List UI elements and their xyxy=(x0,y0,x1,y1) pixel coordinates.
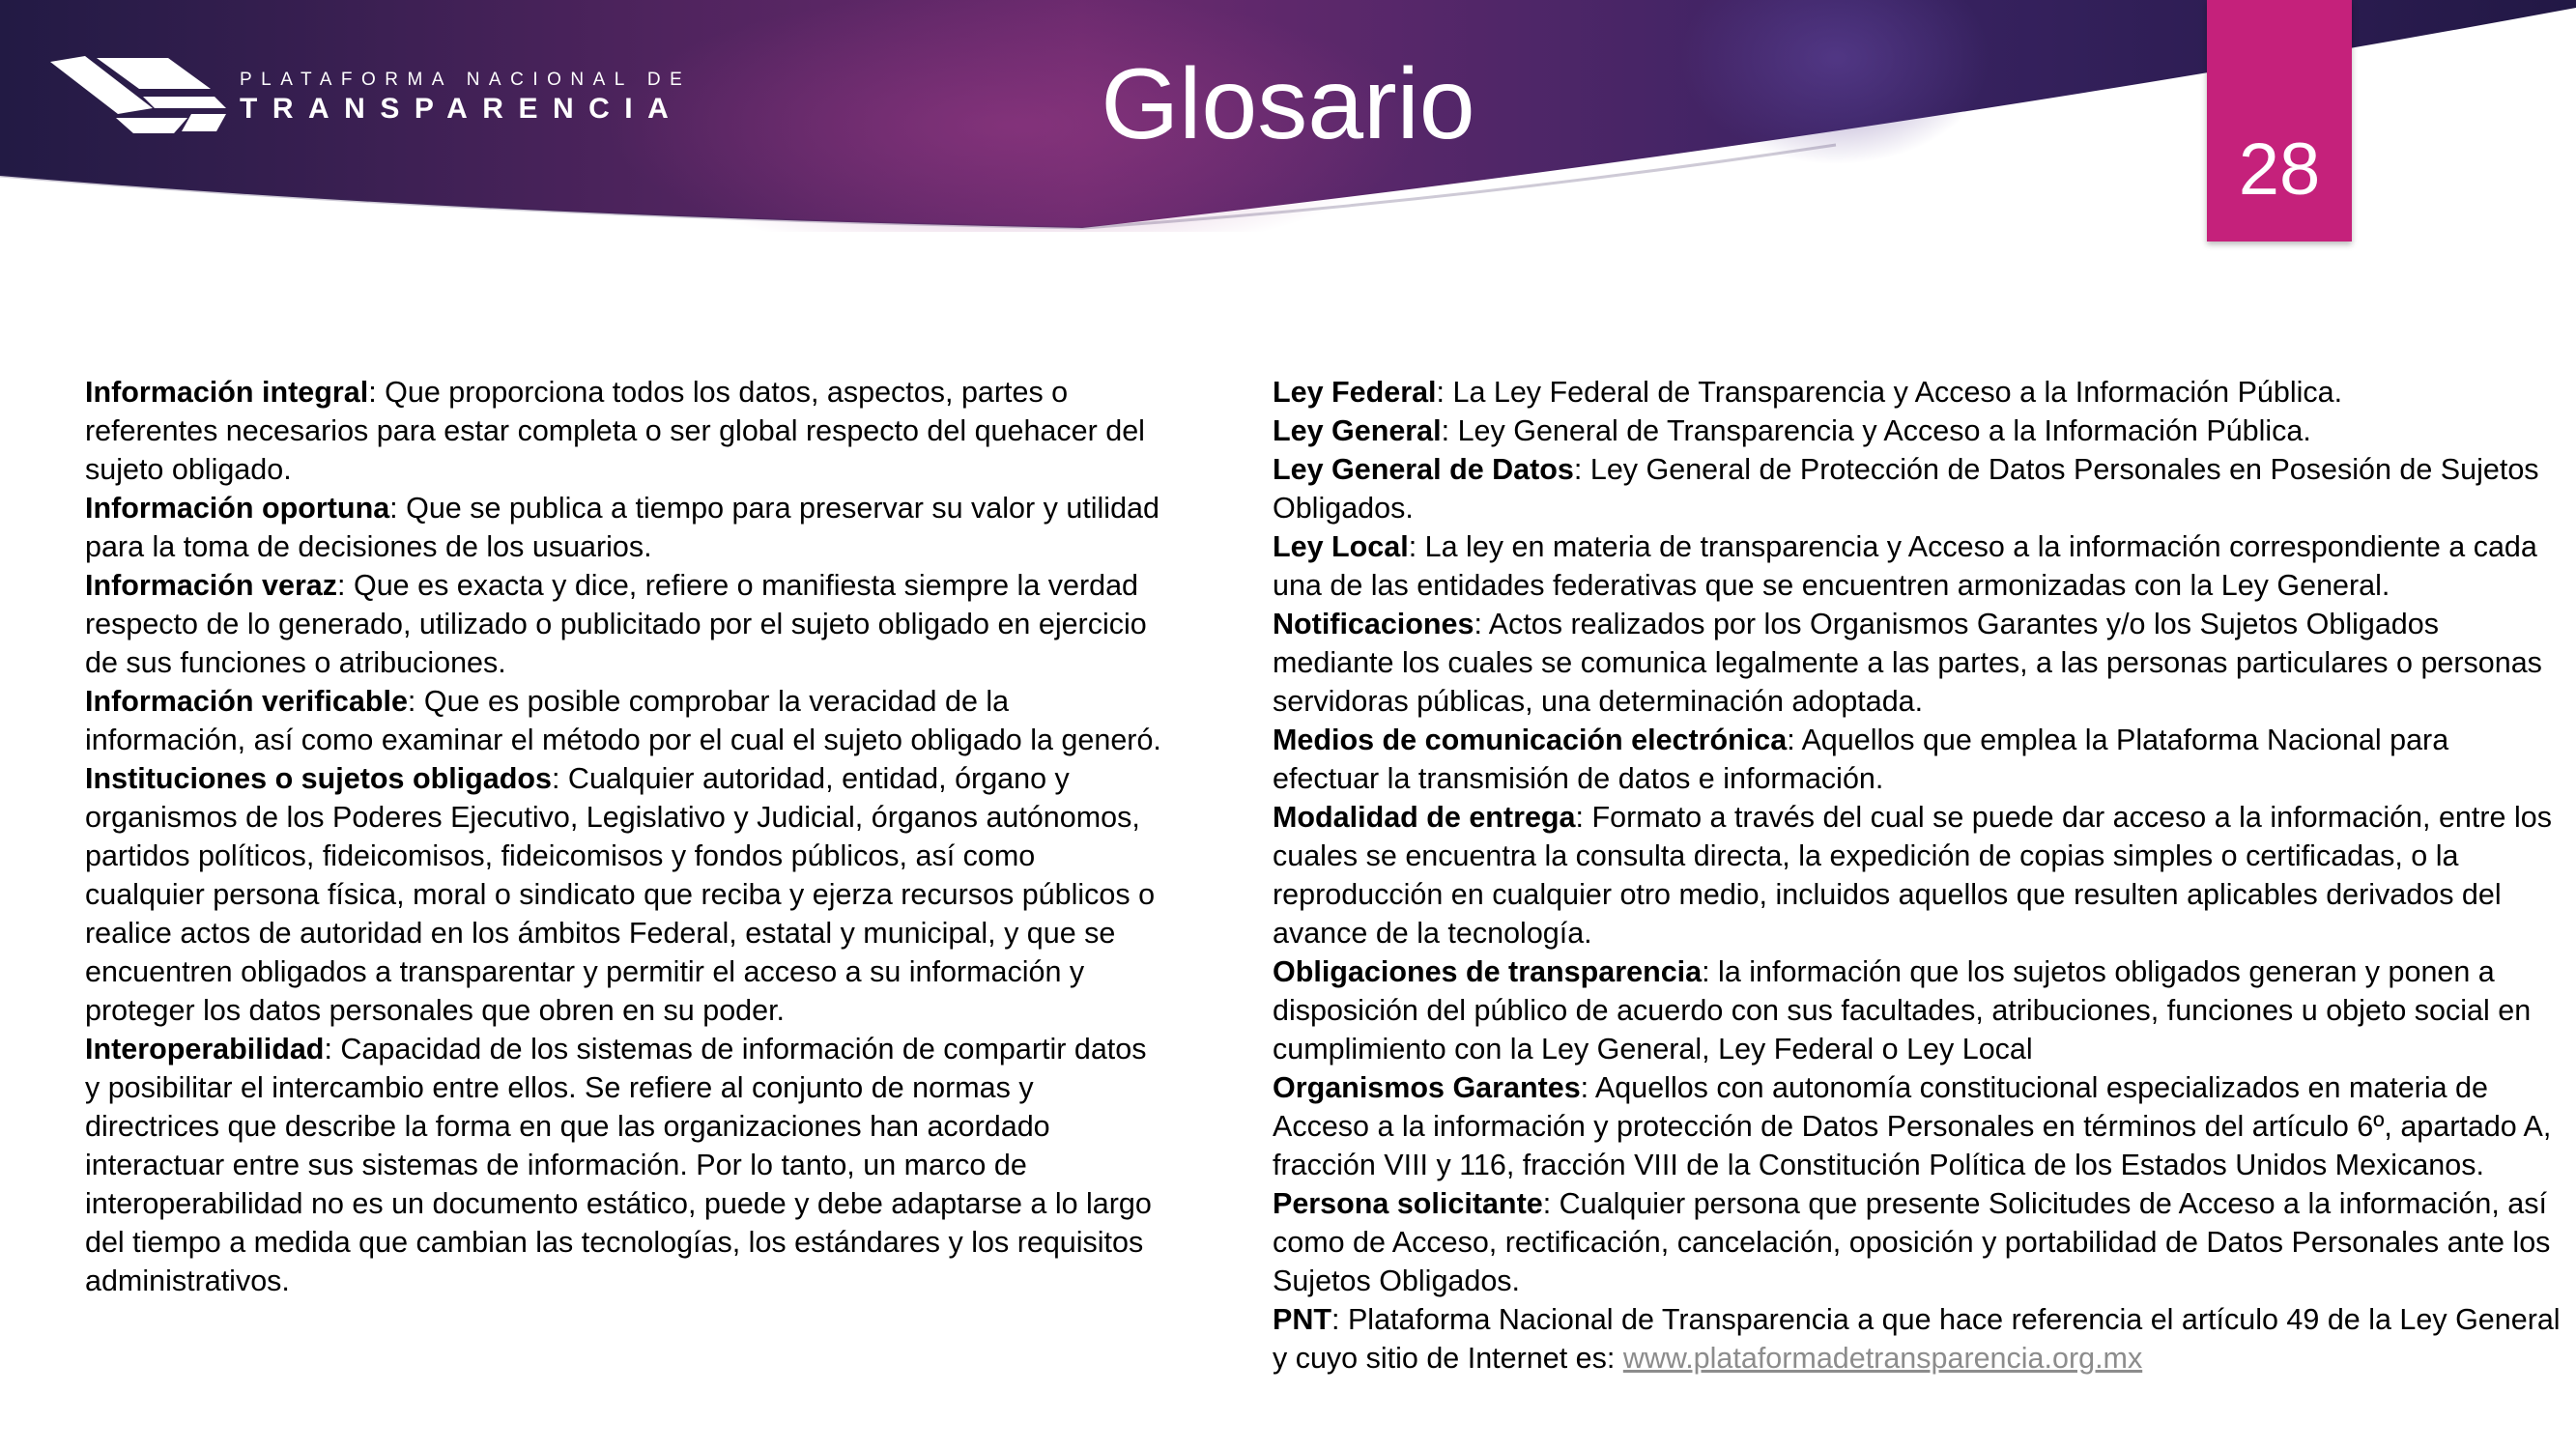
glossary-definition: : la información que los sujetos obligados generan y ponen a disposición del público de acuerdo con sus facultades, atribuciones, funciones u objeto social en cumplimiento con la Ley General, Ley Federal o Ley Local xyxy=(1273,955,2532,1065)
glossary-definition: : Aquellos con autonomía constitucional especializados en materia de Acceso a la información y protección de Datos Personales en términos del artículo 6º, apartado A, fracción VIII y 116, fracción VIII de la Constitución Política de los Estados Unidos Mexicanos. xyxy=(1273,1071,2552,1181)
glossary-entry xyxy=(1273,1184,2562,1300)
glossary-term: Información oportuna xyxy=(85,492,390,525)
glossary-definition: : Ley General de Protección de Datos Personales en Posesión de Sujetos Obligados. xyxy=(1273,453,2539,525)
glossary-entry xyxy=(85,489,1162,566)
glossary-term: Organismos Garantes xyxy=(1273,1071,1581,1104)
glossary-entry xyxy=(85,373,1162,489)
glossary-definition: : Que proporciona todos los datos, aspectos, partes o referentes necesarios para estar completa o ser global respecto del quehacer del sujeto obligado. xyxy=(85,376,1145,486)
glossary-term: Información verificable xyxy=(85,685,408,718)
glossary-definition: : Que se publica a tiempo para preservar su valor y utilidad para la toma de decisiones de los usuarios. xyxy=(85,492,1159,563)
glossary-entry xyxy=(1273,450,2562,527)
glossary-term: Persona solicitante xyxy=(1273,1187,1543,1220)
glossary-entry xyxy=(85,759,1162,1030)
glossary-definition: : Formato a través del cual se puede dar acceso a la información, entre los cuales se encuentra la consulta directa, la expedición de copias simples o certificadas, o la reproducción en cualquier otro medio, incluidos aquellos que resulten aplicables derivados del avance de la tecnología. xyxy=(1273,801,2552,950)
glossary-term: Interoperabilidad xyxy=(85,1033,325,1065)
glossary-term: Información integral xyxy=(85,376,369,409)
glossary-definition: : Cualquier autoridad, entidad, órgano y organismos de los Poderes Ejecutivo, Legislativo y Judicial, órganos autónomos, partidos políticos, fideicomisos, fideicomisos y fondos públicos, así como cualquier persona física, moral o sindicato que reciba y ejerza recursos públicos o realice actos de autoridad en los ámbitos Federal, estatal y municipal, y que se encuentren obligados a transparentar y permitir el acceso a su información y proteger los datos personales que obren en su poder. xyxy=(85,762,1156,1027)
glossary-left-column xyxy=(85,373,1162,1300)
pnt-website-link[interactable]: www.plataformadetransparencia.org.mx xyxy=(1622,1342,2143,1375)
glossary-term: Medios de comunicación electrónica xyxy=(1273,724,1788,756)
glossary-term: Notificaciones xyxy=(1273,608,1474,640)
glossary-entry xyxy=(1273,373,2562,412)
glossary-term: Modalidad de entrega xyxy=(1273,801,1576,834)
glossary-definition: : Que es posible comprobar la veracidad de la información, así como examinar el método por el cual el sujeto obligado la generó. xyxy=(85,685,1161,756)
glossary-entry xyxy=(1273,952,2562,1068)
logo-mark-icon xyxy=(46,50,230,147)
glossary-term: Información veraz xyxy=(85,569,338,602)
glossary-definition: : Cualquier persona que presente Solicitudes de Acceso a la información, así como de Acceso, rectificación, cancelación, oposición y portabilidad de Datos Personales ante los Sujetos Obligados. xyxy=(1273,1187,2551,1297)
glossary-term: Ley Federal xyxy=(1273,376,1437,409)
glossary-term: Instituciones o sujetos obligados xyxy=(85,762,552,795)
glossary-definition: : Aquellos que emplea la Plataforma Nacional para efectuar la transmisión de datos e información. xyxy=(1273,724,2449,795)
page-number: 28 xyxy=(2238,128,2321,211)
glossary-definition: : Actos realizados por los Organismos Garantes y/o los Sujetos Obligados mediante los cuales se comunica legalmente a las partes, a las personas particulares o personas servidoras públicas, una determinación adoptada. xyxy=(1273,608,2542,718)
glossary-definition: : Que es exacta y dice, refiere o manifiesta siempre la verdad respecto de lo generado, utilizado o publicitado por el sujeto obligado en ejercicio de sus funciones o atribuciones. xyxy=(85,569,1147,679)
glossary-entry xyxy=(85,682,1162,759)
glossary-entry xyxy=(1273,527,2562,605)
glossary-definition: : Capacidad de los sistemas de información de compartir datos y posibilitar el intercambio entre ellos. Se refiere al conjunto de normas y directrices que describe la forma en que las organizaciones han acordado interactuar entre sus sistemas de información. Por lo tanto, un marco de interoperabilidad no es un documento estático, puede y debe adaptarse a lo largo del tiempo a medida que cambian las tecnologías, los estándares y los requisitos administrativos. xyxy=(85,1033,1152,1297)
glossary-definition: : Plataforma Nacional de Transparencia a que hace referencia el artículo 49 de la Ley General y cuyo sitio de Internet es: xyxy=(1273,1303,2561,1375)
glossary-term: Ley Local xyxy=(1273,530,1409,563)
glossary-term: Obligaciones de transparencia xyxy=(1273,955,1703,988)
glossary-definition: : Ley General de Transparencia y Acceso a la Información Pública. xyxy=(1441,414,2311,447)
glossary-entry xyxy=(1273,605,2562,721)
glossary-entry xyxy=(85,1030,1162,1300)
glossary-term: Ley General xyxy=(1273,414,1442,447)
logo xyxy=(46,50,703,147)
page-number-badge xyxy=(2207,0,2352,242)
glossary-entry xyxy=(1273,412,2562,450)
glossary-entry xyxy=(85,566,1162,682)
glossary-term: Ley General de Datos xyxy=(1273,453,1574,486)
logo-line1: PLATAFORMA NACIONAL DE xyxy=(240,70,692,90)
glossary-term: PNT xyxy=(1273,1303,1331,1336)
glossary-definition: : La ley en materia de transparencia y Acceso a la información correspondiente a cada una de las entidades federativas que se encuentren armonizadas con la Ley General. xyxy=(1273,530,2537,602)
logo-line2: TRANSPARENCIA xyxy=(240,93,684,125)
glossary-definition: : La Ley Federal de Transparencia y Acceso a la Información Pública. xyxy=(1436,376,2343,409)
glossary-entry xyxy=(1273,1068,2562,1184)
glossary-entry-pnt xyxy=(1273,1300,2562,1378)
page-title: Glosario xyxy=(1101,48,1475,160)
glossary-entry xyxy=(1273,798,2562,952)
glossary-right-column xyxy=(1273,373,2562,1378)
glossary-entry xyxy=(1273,721,2562,798)
